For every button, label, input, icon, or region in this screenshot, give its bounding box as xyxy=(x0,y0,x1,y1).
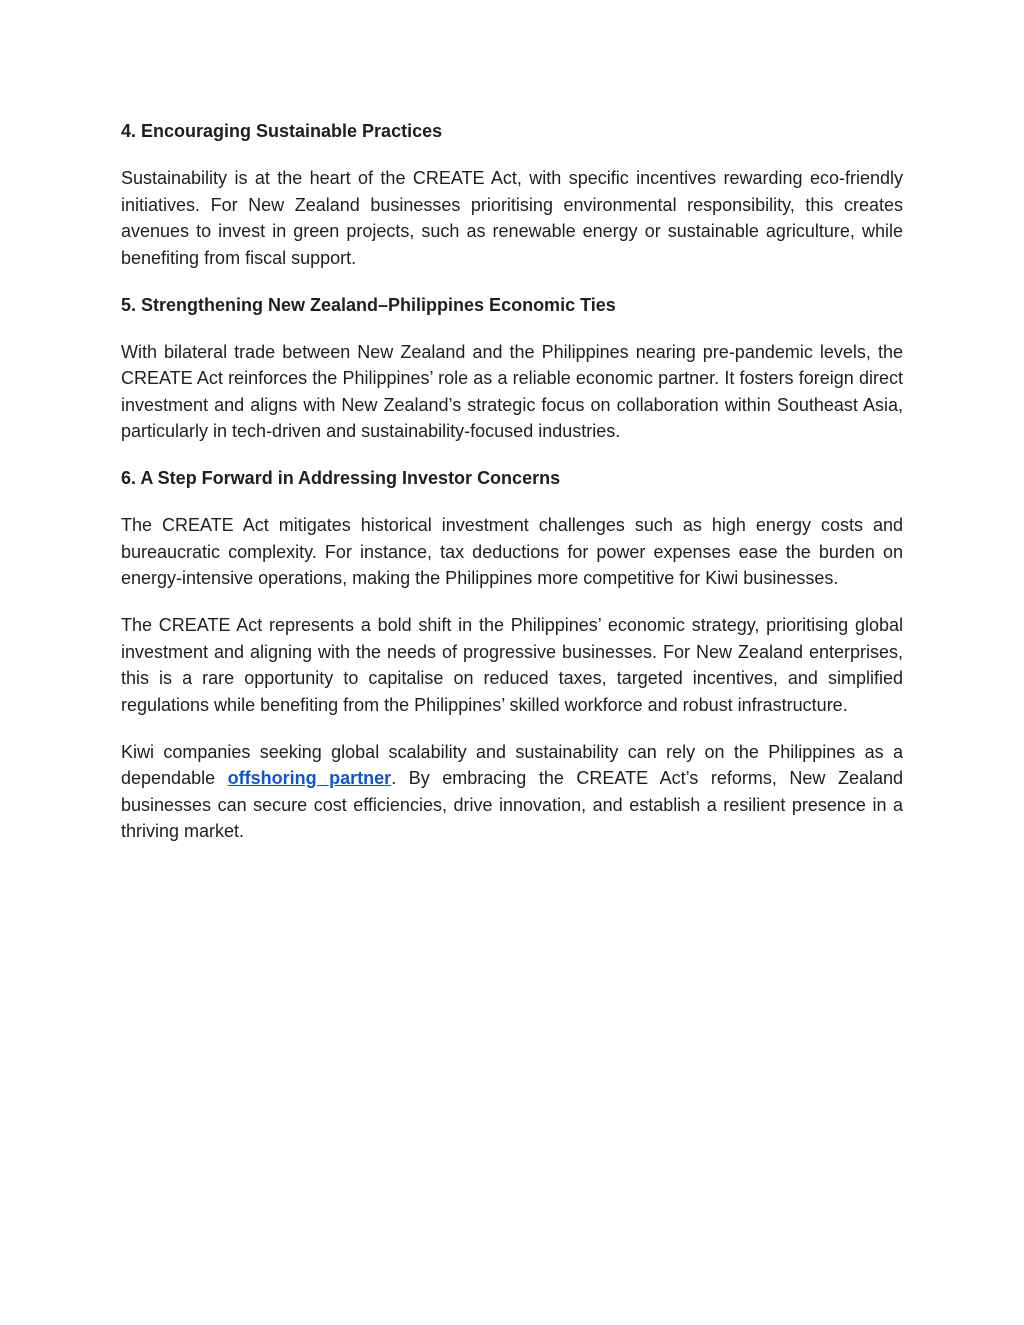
body-paragraph: Sustainability is at the heart of the CREATE Act, with specific incentives rewarding eco-friendly initiatives. For New Zealand businesses prioritising environmental responsibility, this creates avenues to invest in green projects, such as renewable energy or sustainable agriculture, while benefiting from fiscal support. xyxy=(121,168,903,268)
closing-paragraph xyxy=(121,739,903,845)
document-page xyxy=(121,118,903,865)
body-paragraph: The CREATE Act represents a bold shift in the Philippines’ economic strategy, prioritising global investment and aligning with the needs of progressive businesses. For New Zealand enterprises, this is a rare opportunity to capitalise on reduced taxes, targeted incentives, and simplified regulations while benefiting from the Philippines’ skilled workforce and robust infrastructure. xyxy=(121,615,903,715)
body-paragraph: With bilateral trade between New Zealand and the Philippines nearing pre-pandemic levels, the CREATE Act reinforces the Philippines’ role as a reliable economic partner. It fosters foreign direct investment and aligns with New Zealand’s strategic focus on collaboration within Southeast Asia, particularly in tech-driven and sustainability-focused industries. xyxy=(121,341,903,441)
offshoring-partner-link[interactable]: offshoring partner xyxy=(227,768,392,788)
closing-text-before-link: Kiwi companies seeking global scalability and sustainability can rely on the Philippines as a dependable xyxy=(121,741,903,788)
section-heading: 4. Encouraging Sustainable Practices xyxy=(121,121,443,141)
closing-text-after-link: . By embracing the CREATE Act’s reforms, New Zealand businesses can secure cost efficiencies, drive innovation, and establish a resilient presence in a thriving market. xyxy=(121,768,903,841)
section-heading: 5. Strengthening New Zealand–Philippines Economic Ties xyxy=(121,294,616,315)
body-paragraph: The CREATE Act mitigates historical investment challenges such as high energy costs and bureaucratic complexity. For instance, tax deductions for power expenses ease the burden on energy-intensive operations, making the Philippines more competitive for Kiwi businesses. xyxy=(121,515,903,588)
section-heading: 6. A Step Forward in Addressing Investor Concerns xyxy=(121,468,561,488)
